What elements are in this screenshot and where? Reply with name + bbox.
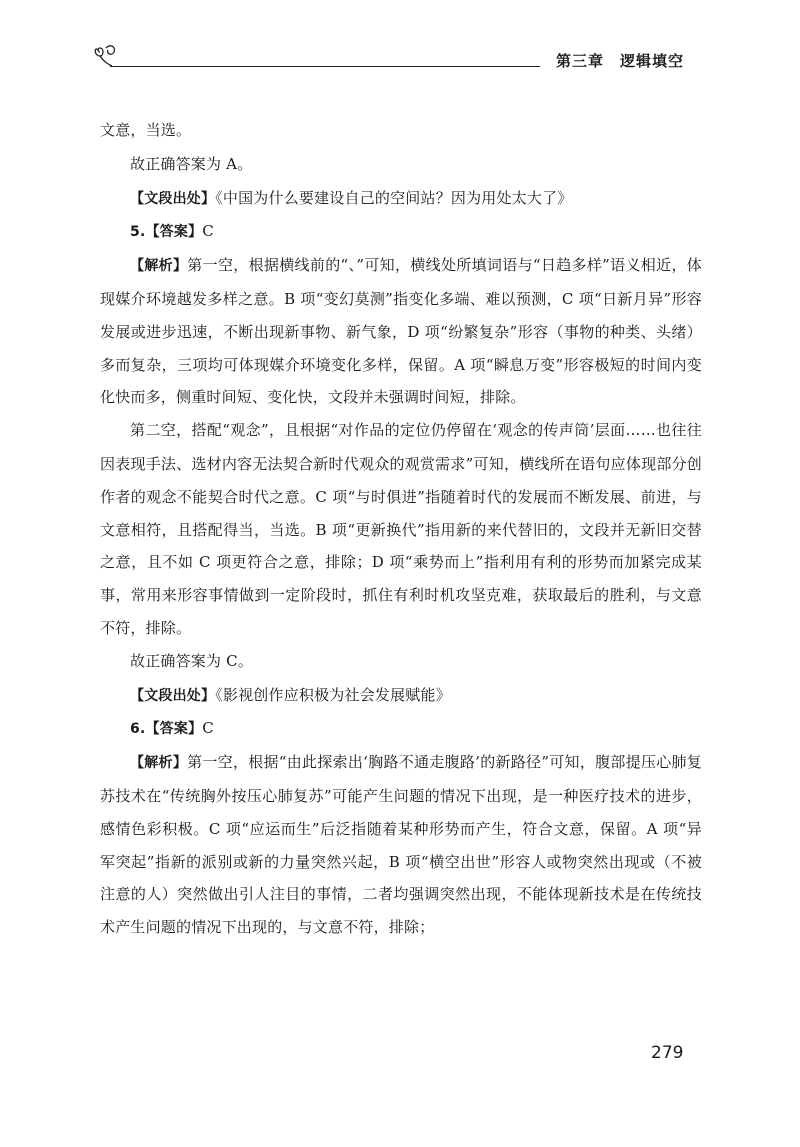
section-tag: 5.【答案】 xyxy=(130,224,203,241)
page-header xyxy=(0,0,800,80)
section-tag: 【文段出处】 xyxy=(130,190,216,207)
paragraph xyxy=(100,148,702,182)
paragraph-text: 文意，当选。 xyxy=(100,121,192,139)
paragraph-text: 故正确答案为 C。 xyxy=(130,651,254,670)
paragraph xyxy=(100,746,702,944)
paragraph-text: 第一空，根据“由此探索出‘胸路不通走腹路’的新路径”可知，腹部提压心肺复苏技术在“传统胸外按压心肺复苏”可能产生问题的情况下出现，是一种医疗技术的进步，感情色彩积极。C 项“应运而生”后泛指随着某种形势而产生，符合文意，保留。A 项“异军突起”指新的派别或新的力量突然兴起，B 项“横空出世”形容人或物突然出现或（不被注意的人）突然做出引人注目的事情，二者均强调突然出现，不能体现新技术是在传统技术产生问题的情况下出现的，与文意不符，排除； xyxy=(100,753,702,937)
paragraph xyxy=(100,712,702,746)
chapter-title: 第三章 逻辑填空 xyxy=(556,52,685,70)
section-tag: 【解析】 xyxy=(130,755,188,772)
section-tag: 【解析】 xyxy=(130,258,188,275)
paragraph-text: 《影视创作应积极为社会发展赋能》 xyxy=(215,685,451,704)
paragraph-text: C xyxy=(202,719,214,738)
paragraph-text: 第一空，根据横线前的“、”可知，横线处所填词语与“日趋多样”语义相近，体现媒介环境越发多样之意。B 项“变幻莫测”指变化多端、难以预测，C 项“日新月异”形容发展或进步迅速，不断出现新事物、新气象，D 项“纷繁复杂”形容（事物的种类、头绪）多而复杂，三项均可体现媒介环境变化多样，保留。A 项“瞬息万变”形容极短的时间内变化快而多，侧重时间短、变化快，文段并未强调时间短，排除。 xyxy=(100,256,702,407)
page-body xyxy=(100,114,702,944)
leaf-ornament-icon xyxy=(92,42,122,68)
paragraph xyxy=(100,679,702,713)
section-tag: 6.【答案】 xyxy=(130,721,203,738)
section-tag: 【文段出处】 xyxy=(130,687,216,704)
paragraph xyxy=(100,414,702,645)
header-rule xyxy=(110,66,540,67)
paragraph-text: 《中国为什么要建设自己的空间站？因为用处太大了》 xyxy=(215,188,573,207)
paragraph xyxy=(100,645,702,679)
paragraph xyxy=(100,249,702,414)
paragraph-text: 第二空，搭配“观念”，且根据“对作品的定位仍停留在‘观念的传声筒’层面……也往往因表现手法、选材内容无法契合新时代观众的观赏需求”可知，横线所在语句应体现部分创作者的观念不能契合时代之意。C 项“与时俱进”指随着时代的发展而不断发展、前进，与文意相符，且搭配得当，当选。B 项“更新换代”指用新的来代替旧的，文段并无新旧交替之意，且不如 C 项更符合之意，排除；D 项“乘势而上”指利用有利的形势而加紧完成某事，常用来形容事情做到一定阶段时，抓住有利时机攻坚克难，获取最后的胜利，与文意不符，排除。 xyxy=(100,421,702,637)
paragraph-text: 故正确答案为 A。 xyxy=(130,154,253,173)
paragraph xyxy=(100,114,702,148)
page-number: 279 xyxy=(651,1043,684,1063)
paragraph-text: C xyxy=(202,222,214,241)
paragraph xyxy=(100,182,702,216)
paragraph xyxy=(100,215,702,249)
